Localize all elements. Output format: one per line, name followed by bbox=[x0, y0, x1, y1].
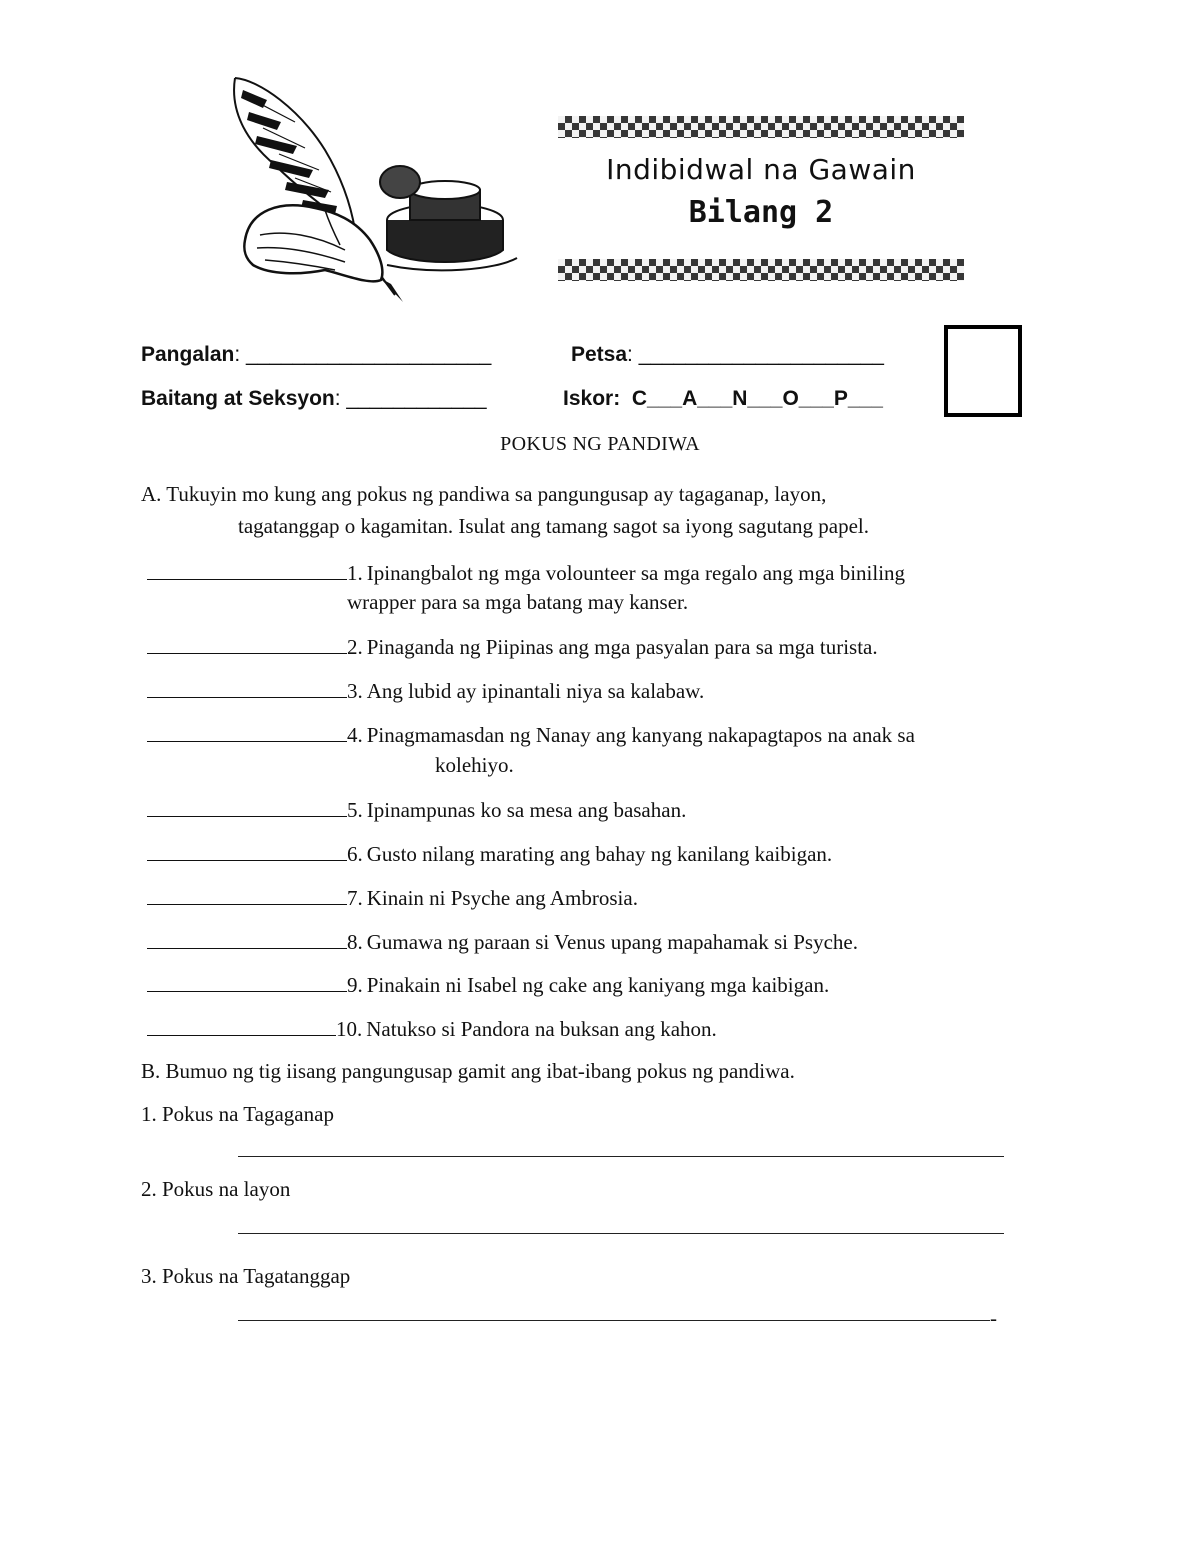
score-field[interactable] bbox=[563, 387, 883, 411]
answer-blank[interactable] bbox=[147, 840, 347, 861]
item-number: 5. bbox=[347, 798, 363, 822]
name-blank[interactable]: _____________________ bbox=[246, 343, 492, 366]
part-b-instruction: B. Bumuo ng tig iisang pangungusap gamit ang ibat-ibang pokus ng pandiwa. bbox=[141, 1059, 795, 1083]
section-title: POKUS NG PANDIWA bbox=[500, 433, 700, 455]
item-number: 3. bbox=[347, 679, 363, 703]
list-item bbox=[147, 559, 905, 586]
list-item bbox=[147, 633, 878, 660]
date-field[interactable]: Petsa: _____________________ bbox=[571, 343, 884, 366]
list-item bbox=[147, 884, 638, 911]
item-number: 7. bbox=[347, 886, 363, 910]
part-b-item-label: 3. Pokus na Tagatanggap bbox=[141, 1264, 351, 1288]
item-number: 1. bbox=[347, 561, 363, 585]
item-text: Pinagmamasdan ng Nanay ang kanyang nakapagtapos na anak sa bbox=[366, 723, 915, 747]
grade-blank[interactable]: ____________ bbox=[346, 387, 487, 410]
item-text: Gusto nilang marating ang bahay ng kanilang kaibigan. bbox=[366, 842, 833, 866]
item-number: 4. bbox=[347, 723, 363, 747]
item-text-continued: wrapper para sa mga batang may kanser. bbox=[347, 590, 689, 614]
answer-blank[interactable] bbox=[147, 721, 347, 742]
answer-line[interactable] bbox=[238, 1156, 1004, 1157]
answer-blank[interactable] bbox=[147, 1015, 336, 1036]
list-item bbox=[147, 721, 915, 748]
date-blank[interactable]: _____________________ bbox=[638, 343, 884, 366]
item-number: 6. bbox=[347, 842, 363, 866]
score-box[interactable] bbox=[944, 325, 1022, 417]
grade-label: Baitang at Seksyon bbox=[141, 387, 335, 410]
part-b-item-label: 1. Pokus na Tagaganap bbox=[141, 1102, 334, 1126]
answer-blank[interactable] bbox=[147, 559, 347, 580]
banner-title: Bilang 2 bbox=[688, 195, 834, 230]
answer-blank[interactable] bbox=[147, 928, 347, 949]
list-item bbox=[147, 796, 686, 823]
answer-blank[interactable] bbox=[147, 884, 347, 905]
item-text: Natukso si Pandora na buksan ang kahon. bbox=[366, 1017, 717, 1041]
answer-line[interactable] bbox=[238, 1233, 1004, 1234]
part-b-item-label: 2. Pokus na layon bbox=[141, 1177, 291, 1201]
item-text: Ipinampunas ko sa mesa ang basahan. bbox=[366, 798, 687, 822]
item-text-continued: kolehiyo. bbox=[435, 753, 514, 777]
list-item bbox=[147, 677, 704, 704]
name-field[interactable]: Pangalan: _____________________ bbox=[141, 343, 492, 366]
trailing-mark: - bbox=[990, 1306, 997, 1330]
answer-blank[interactable] bbox=[147, 677, 347, 698]
quill-and-inkwell-icon bbox=[205, 70, 525, 310]
name-label: Pangalan bbox=[141, 343, 235, 366]
banner-subtitle: Indibidwal na Gawain bbox=[606, 153, 916, 186]
list-item bbox=[147, 1015, 717, 1042]
list-item bbox=[147, 971, 829, 998]
part-a-instruction-line1: A. Tukuyin mo kung ang pokus ng pandiwa sa pangungusap ay tagaganap, layon, bbox=[141, 482, 827, 506]
checkered-border-top bbox=[558, 116, 964, 138]
score-label: Iskor: bbox=[563, 387, 621, 410]
item-number: 10. bbox=[336, 1017, 363, 1041]
score-value: C___A___N___O___P___ bbox=[631, 387, 883, 410]
item-text: Kinain ni Psyche ang Ambrosia. bbox=[366, 886, 638, 910]
part-a-instruction-line2: tagatanggap o kagamitan. Isulat ang tamang sagot sa iyong sagutang papel. bbox=[238, 514, 869, 538]
checkered-border-bottom bbox=[558, 259, 964, 281]
item-text: Pinaganda ng Piipinas ang mga pasyalan para sa mga turista. bbox=[366, 635, 878, 659]
list-item bbox=[147, 840, 832, 867]
answer-line[interactable] bbox=[238, 1320, 990, 1321]
answer-blank[interactable] bbox=[147, 633, 347, 654]
item-text: Pinakain ni Isabel ng cake ang kaniyang mga kaibigan. bbox=[366, 973, 830, 997]
answer-blank[interactable] bbox=[147, 796, 347, 817]
item-text: Gumawa ng paraan si Venus upang mapahamak si Psyche. bbox=[366, 930, 858, 954]
date-label: Petsa bbox=[571, 343, 628, 366]
item-text: Ang lubid ay ipinantali niya sa kalabaw. bbox=[366, 679, 705, 703]
item-number: 8. bbox=[347, 930, 363, 954]
item-number: 9. bbox=[347, 973, 363, 997]
list-item bbox=[147, 928, 858, 955]
answer-blank[interactable] bbox=[147, 971, 347, 992]
item-number: 2. bbox=[347, 635, 363, 659]
grade-section-field[interactable]: Baitang at Seksyon: ____________ bbox=[141, 387, 487, 410]
item-text: Ipinangbalot ng mga volounteer sa mga regalo ang mga biniling bbox=[366, 561, 906, 585]
